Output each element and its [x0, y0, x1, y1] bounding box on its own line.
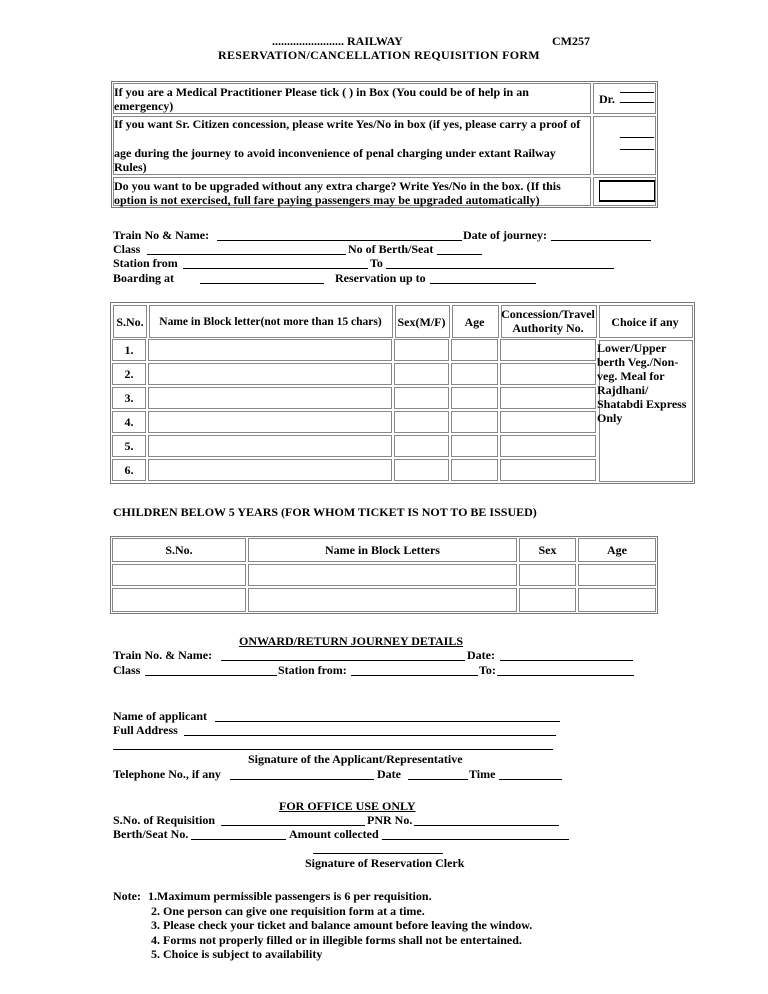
passenger-input-cell[interactable] [451, 435, 498, 457]
passenger-row-number: 2. [124, 367, 134, 381]
onward-station-label: Station from: [278, 663, 347, 677]
boarding-label: Boarding at [113, 271, 175, 285]
passenger-input-cell[interactable] [394, 339, 449, 361]
amount-collected-label: Amount collected [289, 827, 379, 841]
onward-class-label: Class [113, 663, 141, 677]
form-title: RESERVATION/CANCELLATION REQUISITION FORM [218, 48, 540, 62]
senior-question-line1: If you want Sr. Citizen concession, please write Yes/No in box (if yes, please carry a proof of [114, 117, 581, 131]
passenger-row-number: 6. [124, 463, 134, 477]
note-item: 2. One person can give one requisition form at a time. [151, 904, 425, 918]
clerk-signature-field[interactable] [313, 853, 443, 854]
note-item: 1.Maximum permissible passengers is 6 per requisition. [148, 889, 432, 903]
note-label: Note: [113, 889, 141, 903]
passenger-input-cell[interactable] [394, 363, 449, 385]
onward-to-label: To: [479, 663, 496, 677]
applicant-time-label: Time [469, 767, 496, 781]
children-header-label: Name in Block Letters [325, 543, 440, 557]
pnr-field[interactable] [414, 825, 559, 826]
passenger-row-number: 3. [124, 391, 134, 405]
onward-date-label: Date: [467, 648, 495, 662]
applicant-name-label: Name of applicant [113, 709, 207, 723]
reservation-up-to-field[interactable] [430, 283, 536, 284]
pnr-label: PNR No. [367, 813, 413, 827]
berth-seat-label: No of Berth/Seat [348, 242, 434, 256]
senior-question-line2: age during the journey to avoid inconvenience of penal charging under extant Railway Rules) [114, 146, 556, 174]
form-code: CM257 [552, 34, 590, 48]
passenger-input-cell[interactable] [500, 435, 596, 457]
date-of-journey-label: Date of journey: [463, 228, 547, 242]
applicant-date-field[interactable] [408, 779, 468, 780]
header-choice: Choice if any [611, 315, 679, 329]
header-sno: S.No. [116, 315, 144, 329]
passenger-input-cell[interactable] [394, 387, 449, 409]
passenger-input-cell[interactable] [148, 363, 392, 385]
medical-question: If you are a Medical Practitioner Please tick ( ) in Box (You could be of help in an emergency) [114, 85, 529, 113]
onward-class-field[interactable] [145, 675, 277, 676]
requisition-sno-label: S.No. of Requisition [113, 813, 216, 827]
train-no-field[interactable] [217, 240, 462, 241]
passenger-input-cell[interactable] [500, 459, 596, 481]
dr-tick-box[interactable] [620, 92, 654, 103]
choice-note: Lower/Upper berth Veg./Non-veg. Meal for Rajdhani/ Shatabdi Express Only [597, 341, 687, 425]
children-header-label: Age [607, 543, 627, 557]
telephone-label: Telephone No., if any [113, 767, 221, 781]
date-of-journey-field[interactable] [551, 240, 651, 241]
full-address-field[interactable] [184, 735, 556, 736]
children-input-cell[interactable] [248, 588, 517, 612]
passenger-input-cell[interactable] [451, 339, 498, 361]
telephone-field[interactable] [230, 779, 374, 780]
children-input-cell[interactable] [112, 588, 246, 612]
passenger-input-cell[interactable] [394, 459, 449, 481]
passenger-input-cell[interactable] [148, 339, 392, 361]
onward-to-field[interactable] [497, 675, 634, 676]
onward-station-field[interactable] [351, 675, 478, 676]
note-item: 3. Please check your ticket and balance amount before leaving the window. [151, 918, 533, 932]
children-input-cell[interactable] [112, 564, 246, 586]
upgrade-answer-box[interactable] [599, 180, 655, 202]
clerk-signature-label: Signature of Reservation Clerk [305, 856, 465, 870]
passenger-input-cell[interactable] [500, 339, 596, 361]
children-heading: CHILDREN BELOW 5 YEARS (FOR WHOM TICKET IS NOT TO BE ISSUED) [113, 505, 537, 519]
office-heading: FOR OFFICE USE ONLY [279, 799, 416, 813]
passenger-input-cell[interactable] [500, 363, 596, 385]
full-address-label: Full Address [113, 723, 178, 737]
passenger-input-cell[interactable] [148, 459, 392, 481]
applicant-name-field[interactable] [215, 721, 560, 722]
passenger-input-cell[interactable] [500, 387, 596, 409]
station-to-label: To [370, 256, 383, 270]
passenger-input-cell[interactable] [451, 459, 498, 481]
berth-seat-field[interactable] [437, 254, 482, 255]
children-input-cell[interactable] [248, 564, 517, 586]
passenger-input-cell[interactable] [148, 411, 392, 433]
office-berth-field[interactable] [191, 839, 286, 840]
passenger-input-cell[interactable] [451, 411, 498, 433]
header-concession: Concession/Travel Authority No. [501, 307, 595, 335]
station-to-field[interactable] [386, 268, 614, 269]
senior-answer-box[interactable] [620, 137, 654, 150]
requisition-sno-field[interactable] [221, 825, 365, 826]
children-input-cell[interactable] [519, 588, 576, 612]
class-label: Class [113, 242, 141, 256]
train-no-label: Train No & Name: [113, 228, 210, 242]
header-name: Name in Block letter(not more than 15 chars) [159, 316, 382, 328]
reservation-up-to-label: Reservation up to [335, 271, 426, 285]
applicant-signature-label: Signature of the Applicant/Representative [248, 752, 463, 766]
upgrade-question: Do you want to be upgraded without any extra charge? Write Yes/No in the box. (If this option is not exercised, full fare paying passengers may be upgraded automatically) [114, 179, 561, 207]
passenger-input-cell[interactable] [451, 387, 498, 409]
applicant-date-label: Date [377, 767, 401, 781]
station-from-label: Station from [113, 256, 178, 270]
passenger-input-cell[interactable] [394, 435, 449, 457]
onward-train-field[interactable] [221, 660, 465, 661]
railway-heading: ........................ RAILWAY [272, 34, 403, 48]
note-item: 4. Forms not properly filled or in illegible forms shall not be entertained. [151, 933, 522, 947]
onward-train-label: Train No. & Name: [113, 648, 213, 662]
header-age: Age [464, 315, 485, 329]
passenger-input-cell[interactable] [394, 411, 449, 433]
dr-label: Dr. [599, 92, 615, 106]
passenger-input-cell[interactable] [500, 411, 596, 433]
passenger-input-cell[interactable] [148, 435, 392, 457]
office-berth-label: Berth/Seat No. [113, 827, 189, 841]
children-header-label: Sex [538, 543, 557, 557]
class-field[interactable] [147, 254, 346, 255]
amount-collected-field[interactable] [382, 839, 569, 840]
passenger-row-number: 1. [124, 343, 134, 357]
full-address-field-line2[interactable] [113, 749, 553, 750]
header-sex: Sex(M/F) [397, 315, 446, 329]
passenger-input-cell[interactable] [451, 363, 498, 385]
applicant-time-field[interactable] [499, 779, 562, 780]
note-item: 5. Choice is subject to availability [151, 947, 323, 961]
onward-heading: ONWARD/RETURN JOURNEY DETAILS [239, 634, 464, 648]
passenger-row-number: 5. [124, 439, 134, 453]
children-input-cell[interactable] [578, 588, 656, 612]
passenger-input-cell[interactable] [148, 387, 392, 409]
children-input-cell[interactable] [578, 564, 656, 586]
children-input-cell[interactable] [519, 564, 576, 586]
onward-date-field[interactable] [500, 660, 633, 661]
boarding-field[interactable] [200, 283, 324, 284]
children-header-label: S.No. [165, 543, 193, 557]
station-from-field[interactable] [183, 268, 368, 269]
passenger-row-number: 4. [124, 415, 134, 429]
